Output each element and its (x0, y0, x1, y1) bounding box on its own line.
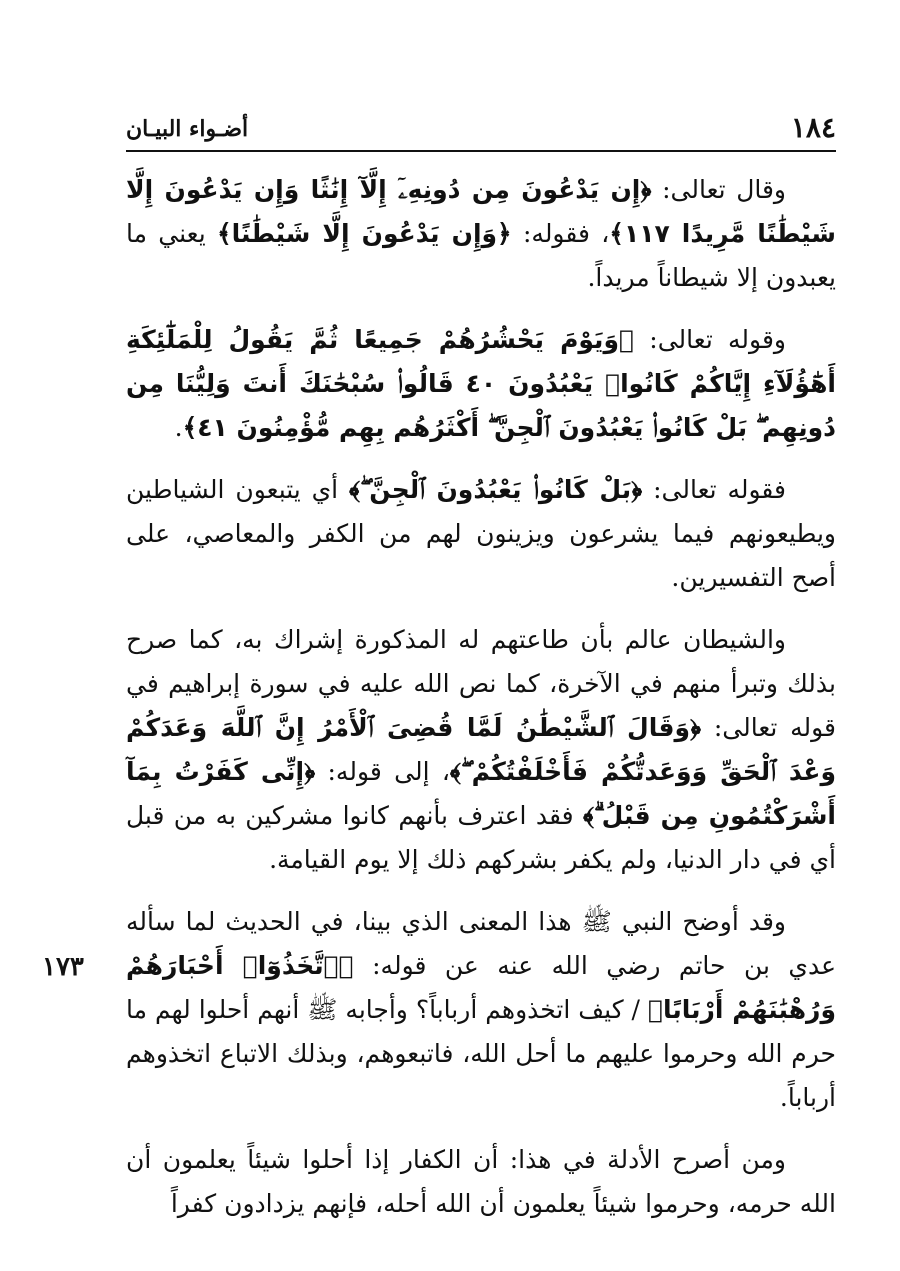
page-number: ١٨٤ (790, 111, 836, 144)
text-segment: ، إلى قوله: (315, 757, 450, 786)
quran-quote: إِن يَدْعُونَ مِن دُونِهِۦٓ إِلَّآ إِنَٰثًا وَإِن يَدْعُونَ إِلَّا شَيْطَٰنًا مَّرِيدًا ١١٧ (126, 175, 836, 248)
quote-open-bracket: ﴿ (640, 175, 652, 204)
quran-quote: وَإِن يَدْعُونَ إِلَّا شَيْطَٰنًا (231, 219, 498, 248)
quote-close-bracket: ﴾ (216, 219, 232, 248)
text-segment: وقوله تعالى: (634, 325, 786, 354)
paragraph (126, 468, 836, 600)
quote-open-bracket: ﴿ (497, 219, 512, 248)
quran-quote: وَقَالَ ٱلشَّيْطَٰنُ لَمَّا قُضِىَ ٱلْأَمْرُ إِنَّ ٱللَّهَ وَعَدَكُمْ وَعْدَ ٱلْحَقِّ وَوَعَدتُّكُمْ فَأَخْلَفْتُكُمْ ۖ (126, 713, 836, 786)
paragraph (126, 168, 836, 300)
quote-close-bracket: ﴾ (348, 475, 361, 504)
quote-open-bracket: ﴿ (619, 325, 635, 354)
text-segment: فقوله تعالى: (642, 475, 786, 504)
paragraph (126, 1138, 836, 1226)
quote-open-bracket: ﴿ (304, 757, 316, 786)
text-segment: يعني ما يعبدون إلا شيطاناً مريداً. (126, 219, 836, 292)
quran-quote: إِنِّى كَفَرْتُ بِمَآ أَشْرَكْتُمُونِ مِن قَبْلُ ۗ (126, 757, 836, 830)
text-segment: وقد أوضح النبي ﷺ هذا المعنى الذي بينا، في الحديث لما سأله عدي بن حاتم رضي الله عنه عن قوله: (126, 907, 836, 980)
page-body (126, 168, 836, 1244)
text-segment: ، فقوله: (511, 219, 610, 248)
text-segment: وقال تعالى: (651, 175, 786, 204)
quote-close-bracket: ﴾ (182, 413, 198, 442)
text-segment: . (174, 413, 183, 442)
running-title: أضـواء البيـان (126, 116, 249, 142)
quote-close-bracket: ﴾ (582, 801, 595, 830)
text-segment: / كيف اتخذوهم أرباباً؟ وأجابه ﷺ أنهم أحلوا لهم ما حرم الله وحرموا عليهم ما أحل الله، فاتبعوهم، وبذلك الاتباع اتخذوهم أرباباً. (126, 995, 836, 1112)
text-segment: أي يتبعون الشياطين ويطيعونهم فيما يشرعون ويزينون لهم من الكفر والمعاصي، على أصح التفسيرين. (126, 475, 836, 592)
paragraph (126, 318, 836, 450)
paragraph (126, 900, 836, 1120)
quote-open-bracket: ﴿ (690, 713, 702, 742)
header-rule (126, 150, 836, 152)
quran-quote: ٱتَّخَذُوٓا۟ أَحْبَارَهُمْ وَرُهْبَٰنَهُمْ أَرْبَابًا (126, 951, 836, 1024)
paragraph (126, 618, 836, 882)
quote-open-bracket: ﴿ (338, 951, 354, 980)
quote-close-bracket: ﴾ (609, 219, 624, 248)
text-segment: ومن أصرح الأدلة في هذا: أن الكفار إذا أحلوا شيئاً يعلمون أن الله حرمه، وحرموا شيئاً يعلمون أن الله أحله، فإنهم يزدادون كفراً (126, 1145, 836, 1218)
quran-quote: وَيَوْمَ يَحْشُرُهُمْ جَمِيعًا ثُمَّ يَقُولُ لِلْمَلَٰٓئِكَةِ أَهَٰٓؤُلَآءِ إِيَّاكُمْ كَانُوا۟ يَعْبُدُونَ ٤٠ قَالُوا۟ سُبْحَٰنَكَ أَنتَ وَلِيُّنَا مِن دُونِهِم ۖ بَلْ كَانُوا۟ يَعْبُدُونَ ٱلْجِنَّ ۖ أَكْثَرُهُم بِهِم مُّؤْمِنُونَ ٤١ (126, 325, 836, 442)
text-segment: فقد اعترف بأنهم كانوا مشركين به من قبل أي في دار الدنيا، ولم يكفر بشركهم ذلك إلا يوم القيامة. (126, 801, 836, 874)
quote-open-bracket: ﴿ (631, 475, 643, 504)
page-header (126, 110, 836, 148)
original-page-marker: ١٧٣ (42, 952, 84, 982)
quote-close-bracket: ﴾ (647, 995, 663, 1024)
quran-quote: بَلْ كَانُوا۟ يَعْبُدُونَ ٱلْجِنَّ ۖ (360, 475, 632, 504)
text-segment: والشيطان عالم بأن طاعتهم له المذكورة إشراك به، كما صرح بذلك وتبرأ منهم في الآخرة، كما نص الله عليه في سورة إبراهيم في قوله تعالى: (126, 625, 836, 742)
quote-close-bracket: ﴾ (449, 757, 461, 786)
